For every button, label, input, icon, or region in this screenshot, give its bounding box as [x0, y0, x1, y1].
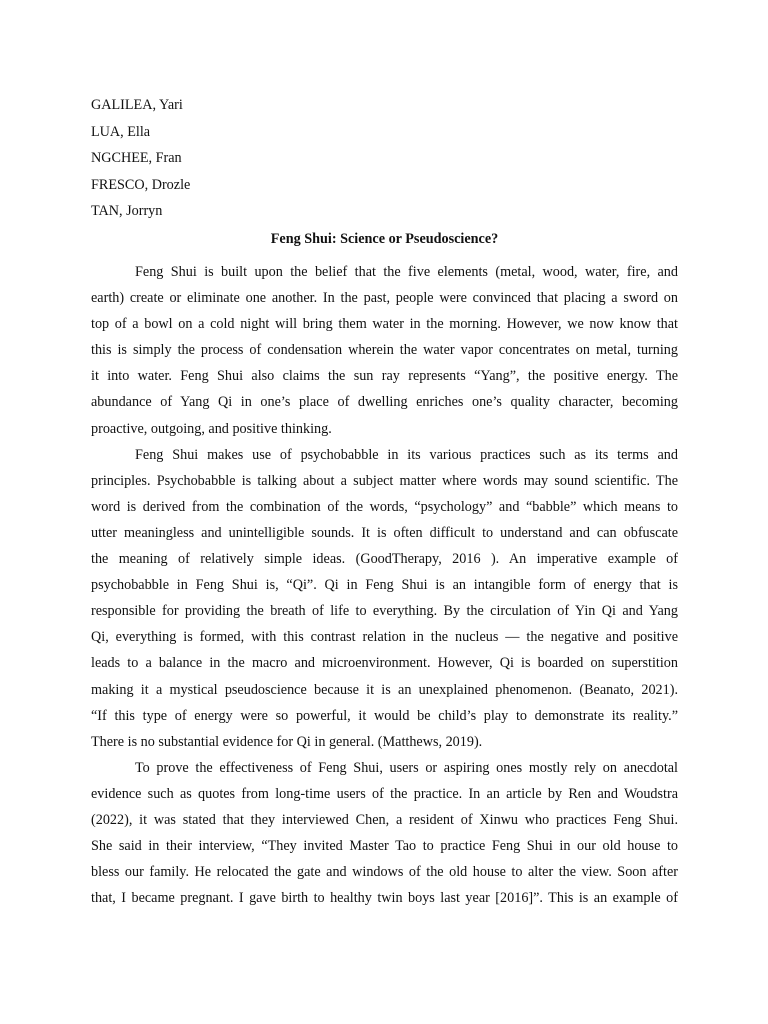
paragraph-line: making it a mystical pseudoscience because it is an unexplained phenomenon. (Beanato, 2021).	[91, 681, 678, 698]
paragraph-line: this is simply the process of condensation wherein the water vapor concentrates on metal, turning	[91, 342, 678, 359]
paragraph-line: leads to a balance in the macro and microenvironment. However, Qi is boarded on superstition	[91, 655, 678, 672]
author-name: FRESCO, Drozle	[91, 176, 191, 193]
author-name: GALILEA, Yari	[91, 97, 183, 113]
paragraph-line: To prove the effectiveness of Feng Shui, users or aspiring ones mostly rely on anecdotal	[135, 759, 678, 776]
paragraph-line: psychobabble in Feng Shui is, “Qi”. Qi in Feng Shui is an intangible form of energy that is	[91, 577, 678, 594]
paragraph-line: it into water. Feng Shui also claims the sun ray represents “Yang”, the positive energy. The	[91, 368, 678, 385]
paragraph-line: the meaning of relatively simple ideas. (GoodTherapy, 2016 ). An imperative example of	[91, 551, 678, 568]
paragraph-line: principles. Psychobabble is talking about a subject matter where words may sound scientific. The	[91, 472, 678, 489]
paragraph-line: Feng Shui makes use of psychobabble in its various practices such as its terms and	[135, 446, 678, 463]
paragraph-line: responsible for providing the breath of life to everything. By the circulation of Yin Qi and Yang	[91, 603, 678, 620]
paragraph-line: utter meaningless and unintelligible sounds. It is often difficult to understand and can obfuscate	[91, 524, 678, 541]
paragraph-line: top of a bowl on a cold night will bring them water in the morning. However, we now know that	[91, 316, 678, 333]
paragraph-line: that, I became pregnant. I gave birth to healthy twin boys last year [2016]”. This is an example of	[91, 890, 678, 907]
paragraph-line: evidence such as quotes from long-time users of the practice. In an article by Ren and Woudstra	[91, 785, 678, 802]
essay-body	[91, 259, 678, 911]
author-list	[91, 92, 190, 225]
author-name: TAN, Jorryn	[91, 203, 163, 219]
paragraph-line: bless our family. He relocated the gate and windows of the old house to alter the view. Soon after	[91, 864, 678, 881]
paragraph-line: word is derived from the combination of the words, “psychology” and “babble” which means to	[91, 498, 678, 515]
paragraph-line: abundance of Yang Qi in one’s place of dwelling enriches one’s quality character, becoming	[91, 394, 678, 411]
paragraph-line: earth) create or eliminate one another. In the past, people were convinced that placing a sword on	[91, 290, 678, 307]
paragraph-line: proactive, outgoing, and positive thinking.	[91, 420, 332, 437]
paragraph-line: Feng Shui is built upon the belief that the five elements (metal, wood, water, fire, and	[135, 264, 678, 280]
paragraph-line: Qi, everything is formed, with this contrast relation in the nucleus — the negative and positive	[91, 629, 678, 646]
paragraph-line: (2022), it was stated that they interviewed Chen, a resident of Xinwu who practices Feng Shui.	[91, 811, 678, 828]
author-name: NGCHEE, Fran	[91, 150, 182, 166]
paragraph-line: She said in their interview, “They invited Master Tao to practice Feng Shui in our old house to	[91, 838, 678, 855]
document-title: Feng Shui: Science or Pseudoscience?	[270, 231, 499, 247]
paragraph-line: “If this type of energy were so powerful, it would be child’s play to demonstrate its reality.”	[91, 707, 678, 724]
paragraph-line: There is no substantial evidence for Qi in general. (Matthews, 2019).	[91, 733, 483, 750]
author-name: LUA, Ella	[91, 123, 151, 140]
